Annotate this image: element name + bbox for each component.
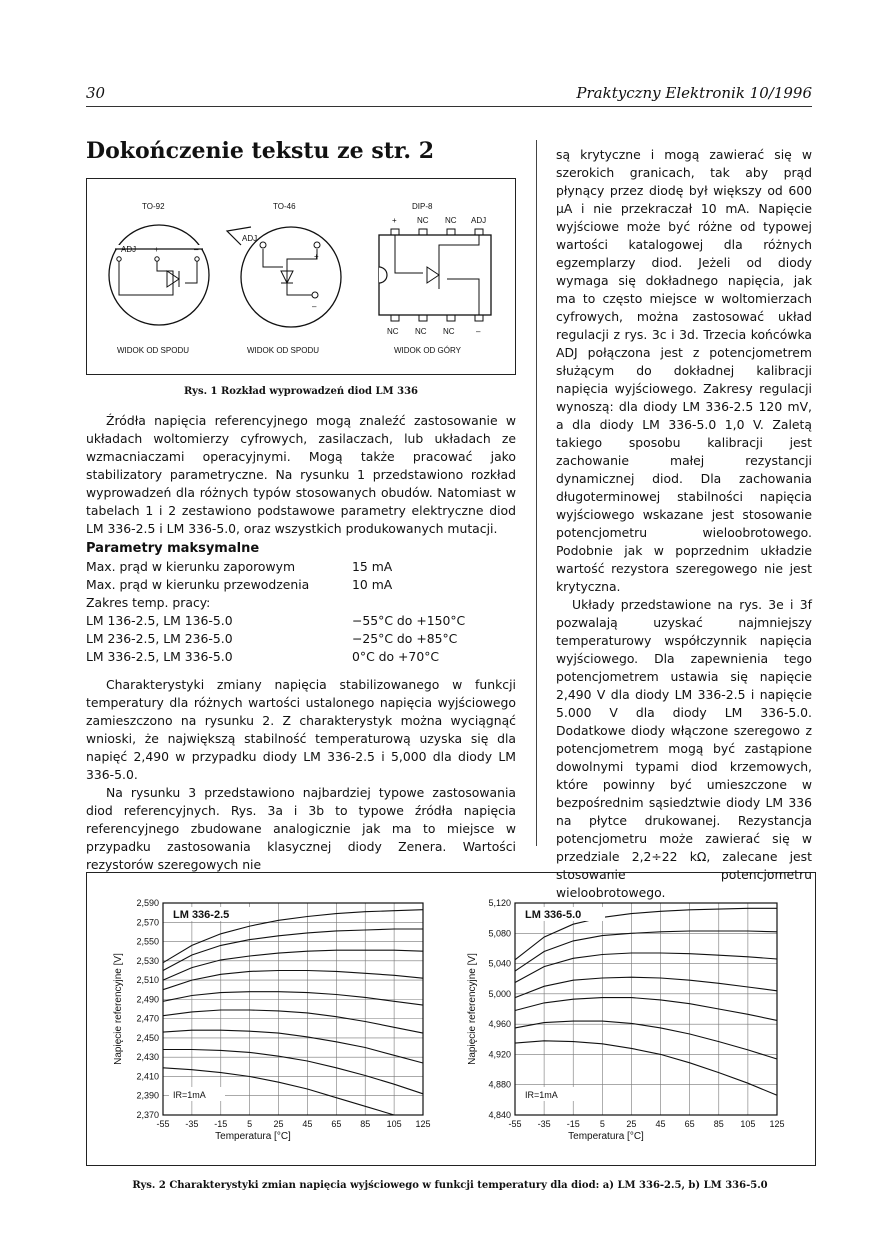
- right-column: [556, 146, 812, 902]
- page-header: [86, 84, 812, 107]
- figure-2-charts: [86, 872, 816, 1166]
- y-tick-label: 2,370: [136, 1110, 159, 1120]
- series-line-c6: [163, 1010, 423, 1033]
- x-axis-label: Temperatura [°C]: [568, 1131, 644, 1142]
- y-tick-label: 2,470: [136, 1013, 159, 1024]
- series-line-c3: [163, 950, 423, 980]
- dip8-top-pin-1: +: [392, 216, 397, 225]
- charts-svg: [87, 873, 815, 1165]
- to46-view: WIDOK OD SPODU: [247, 346, 320, 355]
- param-row: LM 336-2.5, LM 336-5.0 0°C do +70°C: [86, 649, 440, 664]
- x-tick-label: 45: [655, 1119, 666, 1129]
- x-tick-label: -15: [566, 1119, 580, 1129]
- x-tick-label: 125: [769, 1119, 785, 1129]
- x-tick-label: -55: [156, 1119, 170, 1129]
- to92-pin-plus: +: [154, 245, 159, 254]
- x-tick-label: 65: [331, 1119, 342, 1129]
- y-tick-label: 5,000: [488, 988, 511, 999]
- dip8-label: DIP-8: [412, 202, 433, 211]
- paragraph: Źródła napięcia referencyjnego mogą znaleźć zastosowanie w układach woltomierzy cyfrowych, zasilaczach, lub układach ze wzmacniaczami operacyjnymi. Mogą także pracować jako stabilizatory parametryczne. Na rysunku 1 przedstawiono rozkład wyprowadzeń dla różnych typów stosowanych obudów. Natomiast w tabelach 1 i 2 zestawiono podstawowe parametry elektryczne diod LM 336-2.5 i LM 336-5.0, oraz wszystkich produkowanych mutacji.: [86, 413, 516, 536]
- page-number: 30: [86, 84, 106, 102]
- to46-pin-adj: ADJ: [242, 234, 258, 243]
- x-tick-label: -35: [537, 1119, 551, 1129]
- y-axis-label: Napięcie referencyjne [V]: [113, 953, 124, 1065]
- y-tick-label: 2,430: [136, 1052, 159, 1063]
- x-tick-label: 65: [684, 1119, 695, 1129]
- y-tick-label: 5,120: [488, 898, 511, 908]
- x-tick-label: 105: [386, 1119, 402, 1129]
- y-tick-label: 2,510: [136, 975, 159, 986]
- column-divider: [536, 140, 537, 846]
- param-row: LM 136-2.5, LM 136-5.0 −55°C do +150°C: [86, 613, 466, 628]
- y-tick-label: 4,960: [488, 1019, 511, 1030]
- dip8-bottom-pin-3: NC: [443, 327, 455, 336]
- to92-view: WIDOK OD SPODU: [117, 346, 190, 355]
- x-tick-label: 85: [713, 1119, 724, 1129]
- x-tick-label: 45: [302, 1119, 313, 1129]
- series-line-c5: [163, 992, 423, 1005]
- paragraph: Układy przedstawione na rys. 3e i 3f pozwalają uzyskać najmniejszy temperaturowy współczynnik napięcia wyjściowego. Dla zapewnienia tego potencjometrem ustawia się napięcie 2,490 V dla diody LM 336-2.5 i napięcie 5.000 V dla diody LM 336-5.0. Dodatkowe diody włączone szeregowo z potencjometrem mogą być zastąpione dowolnymi typami diod krzemowych, które powinny być umieszczone w bezpośrednim sąsiedztwie diody LM 336 na płytce drukowanej. Rezystancja potencjometru może zawierać się w przedziale 2,2÷22 kΩ, zalecane jest stosowanie potencjometru wieloobrotowego.: [556, 597, 812, 900]
- dip8-package: [379, 202, 491, 336]
- y-tick-label: 2,410: [136, 1071, 159, 1082]
- chart-annotation: IR=1mA: [173, 1090, 206, 1100]
- param-row: Zakres temp. pracy:: [86, 595, 211, 610]
- y-tick-label: 5,040: [488, 958, 511, 969]
- to92-pin-adj: ADJ: [121, 245, 137, 254]
- to46-pin-minus: –: [312, 302, 317, 311]
- x-tick-label: 25: [626, 1119, 637, 1129]
- y-tick-label: 4,920: [488, 1049, 511, 1060]
- article-title: Dokończenie tekstu ze str. 2: [86, 138, 435, 164]
- y-tick-label: 2,550: [136, 936, 159, 947]
- to46-pin-plus: +: [314, 252, 319, 261]
- dip8-bottom-pin-1: NC: [387, 327, 399, 336]
- series-line-c4: [515, 977, 777, 997]
- y-tick-label: 2,450: [136, 1032, 159, 1043]
- params-list: [86, 558, 516, 666]
- x-tick-label: -15: [214, 1119, 228, 1129]
- chart-title: LM 336-5.0: [525, 909, 582, 921]
- chart-annotation: IR=1mA: [525, 1090, 558, 1100]
- figure-1-pinouts: [86, 178, 516, 375]
- y-tick-label: 2,570: [136, 917, 159, 928]
- y-tick-label: 2,530: [136, 955, 159, 966]
- dip8-view: WIDOK OD GÓRY: [394, 346, 461, 355]
- params-heading: Parametry maksymalne: [86, 541, 260, 556]
- dip8-bottom-pin-4: –: [476, 327, 481, 336]
- dip8-top-pin-3: NC: [445, 216, 457, 225]
- to46-package: [227, 202, 341, 327]
- x-tick-label: -55: [508, 1119, 522, 1129]
- y-tick-label: 2,490: [136, 994, 159, 1005]
- plot-frame: [515, 903, 777, 1115]
- to92-label: TO-92: [142, 202, 165, 211]
- figure-2-caption: Rys. 2 Charakterystyki zmian napięcia wyjściowego w funkcji temperatury dla diod: a) LM 336-2.5, b) LM 336-5.0: [132, 1180, 768, 1191]
- dip8-bottom-pin-2: NC: [415, 327, 427, 336]
- journal-title: Praktyczny Elektronik 10/1996: [576, 84, 812, 102]
- param-row: LM 236-2.5, LM 236-5.0 −25°C do +85°C: [86, 631, 458, 646]
- param-row: Max. prąd w kierunku przewodzenia 10 mA: [86, 577, 393, 592]
- x-tick-label: -35: [185, 1119, 199, 1129]
- x-tick-label: 105: [740, 1119, 756, 1129]
- dip8-top-pin-2: NC: [417, 216, 429, 225]
- to92-package: [109, 202, 209, 325]
- x-tick-label: 125: [415, 1119, 431, 1129]
- paragraph: są krytyczne i mogą zawierać się w szerokich granicach, tak aby prąd płynący przez diodę był większy od 600 μA i nie przekraczał 10 mA. Napięcie wyjściowe może być różne od typowej wartości katalogowej dla różnych egzemplarzy diod. Jeżeli od diody wymaga się dokładnego napięcia, jak ma to często miejsce w woltomierzach cyfrowych, można zastosować układ regulacji z rys. 3c i 3d. Trzecia końcówka ADJ połączona jest z potencjometrem służącym do dokładnej kalibracji napięcia wyjściowego. Zakresy regulacji wynoszą: dla diody LM 336-2.5 120 mV, a dla diody LM 336-5.0 1,0 V. Zaletą takiego sposobu kalibracji jest zachowanie małej rezystancji dynamicznej diod. Dla zachowania długoterminowej stabilności napięcia wyjściowego wskazane jest stosowanie potencjometru wieloobrotowego. Podobnie jak w poprzednim układzie wartość rezystora szeregowego nie jest krytyczna.: [556, 147, 812, 594]
- figure-1-caption: Rys. 1 Rozkład wyprowadzeń diod LM 336: [184, 386, 418, 397]
- y-axis-label: Napięcie referencyjne [V]: [467, 953, 478, 1065]
- to46-label: TO-46: [273, 202, 296, 211]
- y-tick-label: 4,840: [488, 1110, 511, 1120]
- left-column: [86, 412, 516, 874]
- paragraph: Charakterystyki zmiany napięcia stabilizowanego w funkcji temperatury dla różnych wartości ustalonego napięcia wyjściowego zamieszczono na rysunku 2. Z charakterystyk można wyciągnąć wnioski, że największą stabilność temperaturową uzyska się dla napięć 2,490 w przypadku diody LM 336-2.5 i 5,000 dla diody LM 336-5.0.: [86, 677, 516, 782]
- x-axis-label: Temperatura [°C]: [215, 1131, 291, 1142]
- series-line-c2: [515, 931, 777, 971]
- chart-title: LM 336-2.5: [173, 909, 230, 921]
- paragraph: Na rysunku 3 przedstawiono najbardziej typowe zastosowania diod referencyjnych. Rys. 3a i 3b to typowe źródła napięcia referencyjnego zbudowane analogicznie jak ma to miejsce w przypadku zastosowania klasycznej diody Zenera. Wartości rezystorów szeregowych nie: [86, 785, 516, 872]
- x-tick-label: 5: [247, 1119, 253, 1129]
- y-tick-label: 5,080: [488, 928, 511, 939]
- x-tick-label: 5: [599, 1119, 605, 1129]
- series-line-c5: [515, 998, 777, 1021]
- x-tick-label: 85: [360, 1119, 371, 1129]
- series-line-c6: [515, 1021, 777, 1059]
- to92-pin-minus: –: [194, 245, 199, 254]
- y-tick-label: 2,390: [136, 1090, 159, 1101]
- y-tick-label: 2,590: [136, 898, 159, 908]
- x-tick-label: 25: [273, 1119, 284, 1129]
- param-row: Max. prąd w kierunku zaporowym 15 mA: [86, 559, 393, 574]
- dip8-top-pin-4: ADJ: [471, 216, 487, 225]
- y-tick-label: 4,880: [488, 1079, 511, 1090]
